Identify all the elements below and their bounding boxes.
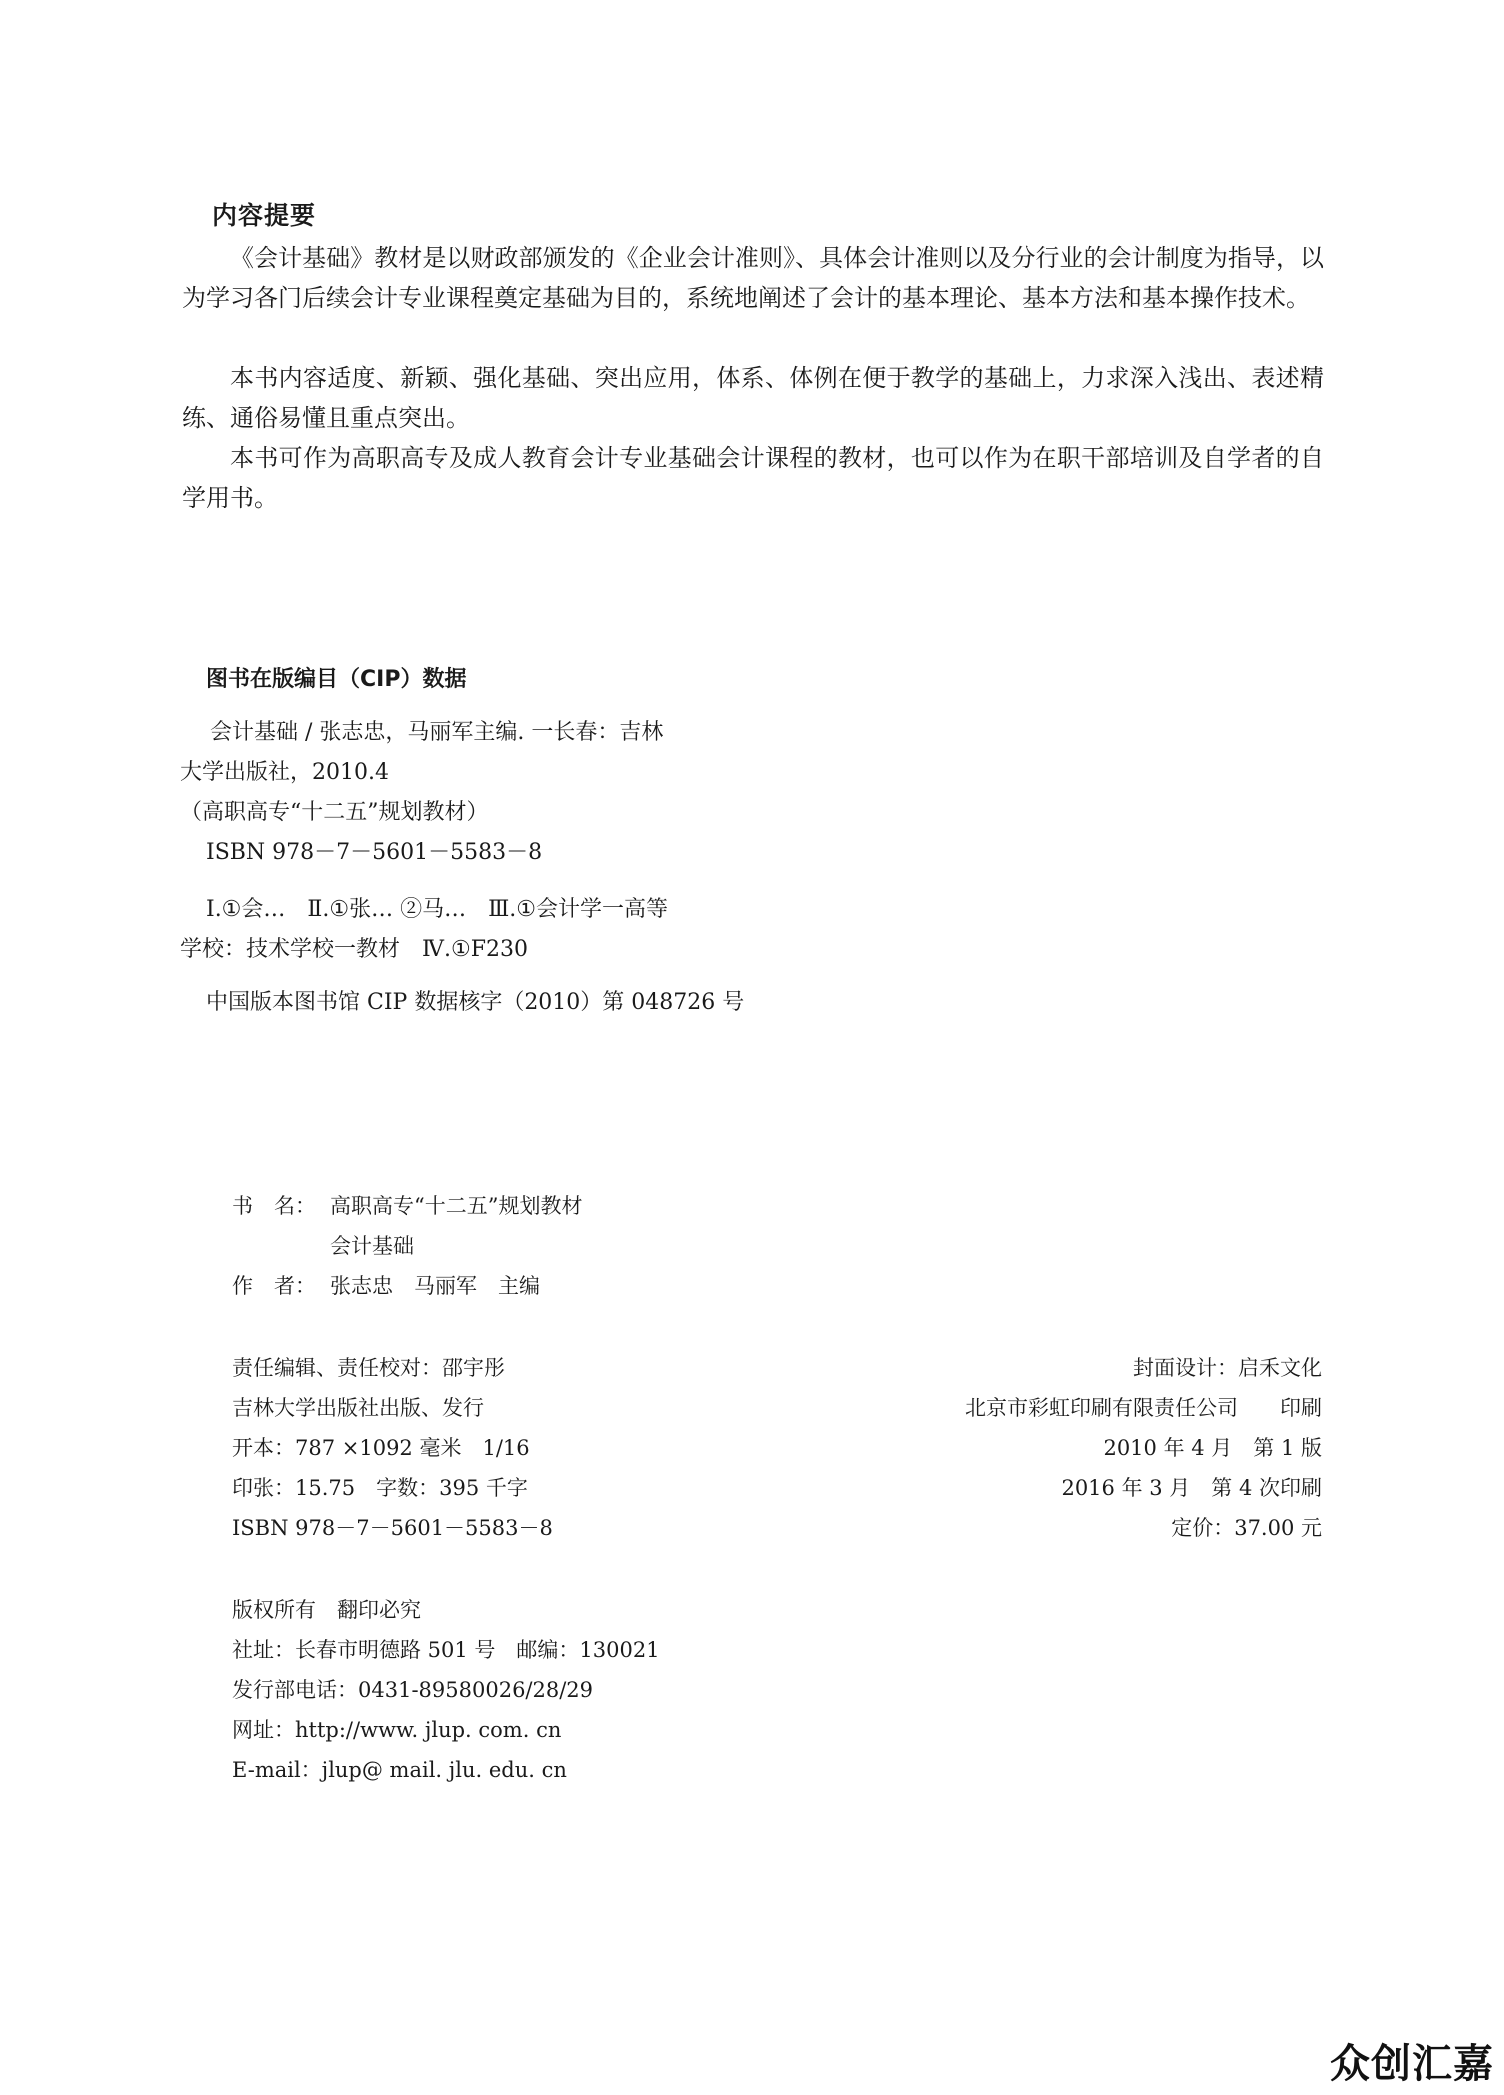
cip-isbn: ISBN 978－7－5601－5583－8 [206,840,543,865]
book-name-label: 书 名： [232,1194,316,1218]
address: 社址：长春市明德路 501 号 邮编：130021 [232,1638,660,1662]
summary-paragraph-1: 《会计基础》教材是以财政部颁发的《企业会计准则》、具体会计准则以及分行业的会计制度为指导，以为学习各门后续会计专业课程奠定基础为目的，系统地阐述了会计的基本理论、基本方法和基本操作技术。 [182,244,1324,312]
watermark: 众创汇嘉 [1330,2041,1494,2087]
email: E-mail：jlup@ mail. jlu. edu. cn [232,1758,567,1782]
format: 开本：787 ×1092 毫米 1/16 [232,1436,530,1460]
summary-heading: 内容提要 [212,201,317,230]
copyright-notice: 版权所有 翻印必究 [232,1598,421,1622]
cip-record-number: 中国版本图书馆 CIP 数据核字（2010）第 048726 号 [206,990,745,1015]
phone: 发行部电话：0431-89580026/28/29 [232,1678,594,1702]
author-value: 张志忠 马丽军 主编 [330,1274,540,1298]
printer: 北京市彩虹印刷有限责任公司 印刷 [965,1396,1322,1420]
summary-paragraph-2: 本书内容适度、新颖、强化基础、突出应用，体系、体例在便于教学的基础上，力求深入浅出、表述精练、通俗易懂且重点突出。 [182,364,1324,432]
book-series: 高职高专“十二五”规划教材 [330,1194,583,1218]
edition: 2010 年 4 月 第 1 版 [1103,1436,1322,1460]
cip-classification-2: 学校：技术学校一教材 Ⅳ.①F230 [180,937,528,962]
book-title: 会计基础 [330,1234,414,1258]
cip-classification-1: Ⅰ.①会… Ⅱ.①张… ②马… Ⅲ.①会计学一高等 [206,897,669,922]
sheets-wordcount: 印张：15.75 字数：395 千字 [232,1476,528,1500]
summary-paragraph-3: 本书可作为高职高专及成人教育会计专业基础会计课程的教材，也可以作为在职干部培训及自学者的自学用书。 [182,444,1324,512]
author-label: 作 者： [232,1274,316,1298]
publisher: 吉林大学出版社出版、发行 [232,1396,484,1420]
printing: 2016 年 3 月 第 4 次印刷 [1061,1476,1322,1500]
cip-line-3: （高职高专“十二五”规划教材） [180,800,489,825]
cover-design: 封面设计：启禾文化 [1133,1356,1322,1380]
cip-line-1: 会计基础 / 张志忠，马丽军主编. 一长春：吉林 [210,720,664,745]
responsible-editor: 责任编辑、责任校对：邵宇彤 [232,1356,505,1380]
website: 网址：http://www. jlup. com. cn [232,1718,562,1742]
colophon-isbn: ISBN 978－7－5601－5583－8 [232,1516,553,1540]
price: 定价：37.00 元 [1171,1516,1322,1540]
cip-line-2: 大学出版社，2010.4 [180,760,389,785]
cip-heading: 图书在版编目（CIP）数据 [206,667,467,692]
